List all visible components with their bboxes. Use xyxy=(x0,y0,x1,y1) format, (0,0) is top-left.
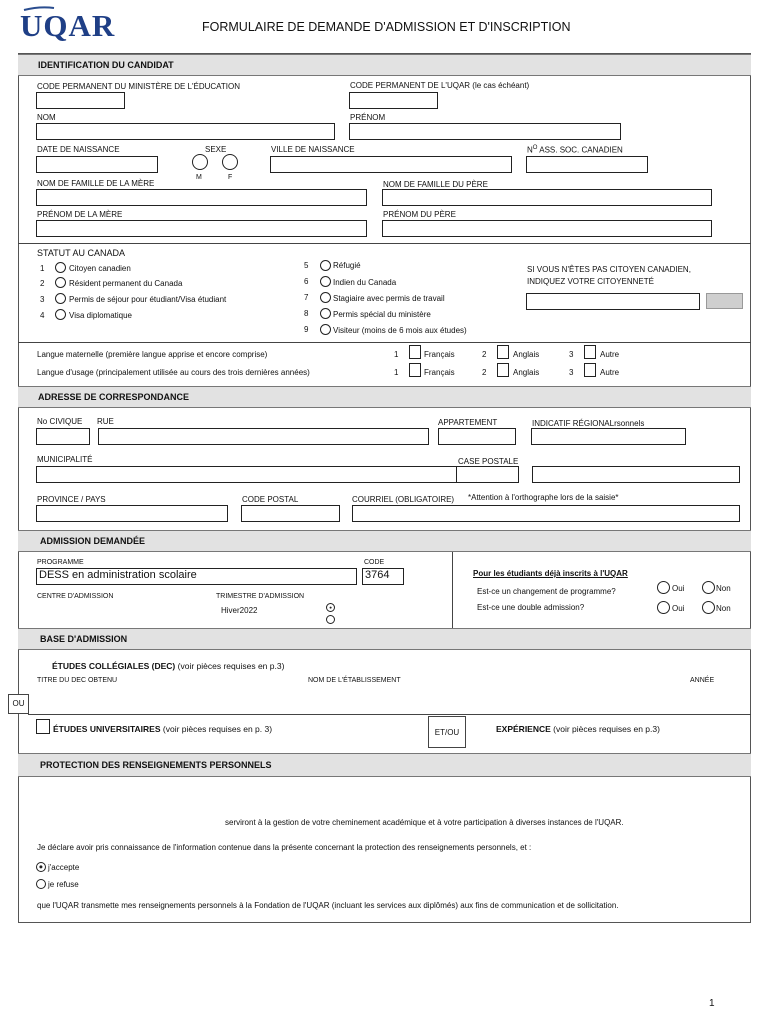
changement-label: Est-ce un changement de programme? xyxy=(477,587,616,596)
ville-naissance-field[interactable] xyxy=(270,156,512,173)
statut-3-num: 3 xyxy=(40,295,45,304)
code-label: CODE xyxy=(364,559,385,566)
lu-francais-checkbox[interactable] xyxy=(409,363,421,377)
sexe-f-radio[interactable] xyxy=(222,154,238,170)
protection-line-3: que l'UQAR transmette mes renseignements personnels à la Fondation de l'UQAR (incluant les services aux diplômés) aux fins de communication et de sollicitation. xyxy=(37,901,619,910)
statut-1-radio[interactable] xyxy=(55,262,66,273)
langue-maternelle-label: Langue maternelle (première langue apprise et encore comprise) xyxy=(37,350,268,359)
titre-dec-label: TITRE DU DEC OBTENU xyxy=(37,677,118,684)
nom-pere-label: NOM DE FAMILLE DU PÈRE xyxy=(383,180,488,189)
lu-anglais-checkbox[interactable] xyxy=(497,363,509,377)
courriel-label: COURRIEL (OBLIGATOIRE) xyxy=(352,495,455,504)
statut-3-radio[interactable] xyxy=(55,293,66,304)
divider xyxy=(18,342,751,343)
lu-1-num: 1 xyxy=(394,368,399,377)
statut-4-label: Visa diplomatique xyxy=(69,311,133,320)
ass-soc-label: $N^O$ ASS. SOC. CANADIEN xyxy=(527,145,623,155)
appartement-label: APPARTEMENT xyxy=(438,418,498,427)
code-ministere-label: CODE PERMANENT DU MINISTÈRE DE L'ÉDUCATION xyxy=(37,82,241,91)
code-postal-label: CODE POSTAL xyxy=(242,495,299,504)
prenom-label: PRÉNOM xyxy=(350,113,386,122)
statut-title: STATUT AU CANADA xyxy=(37,248,126,258)
date-naissance-label: DATE DE NAISSANCE xyxy=(37,145,120,154)
double-oui-label: Oui xyxy=(672,604,685,613)
code-value: 3764 xyxy=(365,569,390,581)
code-uqar-label: CODE PERMANENT DE L'UQAR (le cas échéant) xyxy=(350,81,530,90)
attention-note: *Attention à l'orthographe lors de la saisie* xyxy=(468,493,619,502)
statut-4-radio[interactable] xyxy=(55,309,66,320)
citoyennete-dropdown-button[interactable] xyxy=(706,293,743,309)
statut-7-label: Stagiaire avec permis de travail xyxy=(333,294,445,303)
case-postale-field[interactable] xyxy=(456,466,519,483)
statut-7-radio[interactable] xyxy=(320,292,331,303)
nom-label: NOM xyxy=(37,113,56,122)
prenom-mere-label: PRÉNOM DE LA MÈRE xyxy=(37,210,123,219)
lu-autre-checkbox[interactable] xyxy=(584,363,596,377)
section-admission-title: ADMISSION DEMANDÉE xyxy=(40,536,146,546)
province-field[interactable] xyxy=(36,505,228,522)
uqar-logo: UQAR xyxy=(20,8,116,43)
prenom-field[interactable] xyxy=(349,123,621,140)
citoyennete-field[interactable] xyxy=(526,293,700,310)
nom-mere-label: NOM DE FAMILLE DE LA MÈRE xyxy=(37,179,155,188)
section-adresse-title: ADRESSE DE CORRESPONDANCE xyxy=(38,392,190,402)
statut-2-num: 2 xyxy=(40,279,45,288)
prenom-mere-field[interactable] xyxy=(36,220,367,237)
citoyennete-label-1: SI VOUS N'ÊTES PAS CITOYEN CANADIEN, xyxy=(527,265,691,274)
universitaires-label: ÉTUDES UNIVERSITAIRES (voir pièces requises en p. 3) xyxy=(53,724,273,734)
admission-divider xyxy=(452,552,453,628)
programme-value: DESS en administration scolaire xyxy=(39,569,197,581)
divider xyxy=(18,243,751,244)
double-non-radio[interactable] xyxy=(702,601,715,614)
page-number: 1 xyxy=(709,998,715,1009)
nom-pere-field[interactable] xyxy=(382,189,712,206)
programme-label: PROGRAMME xyxy=(37,559,84,566)
lu-2-label: Anglais xyxy=(513,368,540,377)
deja-inscrits-label: Pour les étudiants déjà inscrits à l'UQAR xyxy=(473,569,628,578)
lu-3-num: 3 xyxy=(569,368,574,377)
statut-6-label: Indien du Canada xyxy=(333,278,397,287)
code-uqar-field[interactable] xyxy=(349,92,438,109)
statut-2-radio[interactable] xyxy=(55,277,66,288)
municipalite-field[interactable] xyxy=(36,466,465,483)
statut-4-num: 4 xyxy=(40,311,45,320)
lm-2-num: 2 xyxy=(482,350,487,359)
ass-soc-field[interactable] xyxy=(526,156,648,173)
universitaires-checkbox[interactable] xyxy=(36,719,50,734)
code-postal-field[interactable] xyxy=(241,505,340,522)
no-civique-label: No CIVIQUE xyxy=(37,417,83,426)
accepte-label: j'accepte xyxy=(48,863,80,872)
changement-non-radio[interactable] xyxy=(702,581,715,594)
statut-8-num: 8 xyxy=(304,309,309,318)
lu-1-label: Français xyxy=(424,368,455,377)
etou-tag: ET/OU xyxy=(428,716,466,748)
statut-9-label: Visiteur (moins de 6 mois aux études) xyxy=(333,326,467,335)
no-civique-field[interactable] xyxy=(36,428,90,445)
statut-9-num: 9 xyxy=(304,325,309,334)
citoyennete-label-2: INDIQUEZ VOTRE CITOYENNETÉ xyxy=(527,277,654,286)
lm-3-num: 3 xyxy=(569,350,574,359)
centre-label: CENTRE D'ADMISSION xyxy=(37,593,114,600)
lm-1-num: 1 xyxy=(394,350,399,359)
prenom-pere-label: PRÉNOM DU PÈRE xyxy=(383,210,456,219)
nom-field[interactable] xyxy=(36,123,335,140)
sexe-m-radio[interactable] xyxy=(192,154,208,170)
lm-3-label: Autre xyxy=(600,350,620,359)
courriel-field[interactable] xyxy=(352,505,740,522)
case-postale-extra-field[interactable] xyxy=(532,466,740,483)
sexe-label: SEXE xyxy=(205,145,227,154)
accepte-radio[interactable] xyxy=(36,862,46,872)
statut-8-label: Permis spécial du ministère xyxy=(333,310,431,319)
langue-usage-label: Langue d'usage (principalement utilisée au cours des trois dernières années) xyxy=(37,368,310,377)
lm-2-label: Anglais xyxy=(513,350,540,359)
statut-9-radio[interactable] xyxy=(320,324,331,335)
form-title: FORMULAIRE DE DEMANDE D'ADMISSION ET D'INSCRIPTION xyxy=(202,20,571,34)
rue-label: RUE xyxy=(97,417,114,426)
statut-3-label: Permis de séjour pour étudiant/Visa étudiant xyxy=(69,295,227,304)
ou-tag: OU xyxy=(8,694,29,714)
nom-mere-field[interactable] xyxy=(36,189,367,206)
statut-1-num: 1 xyxy=(40,264,45,273)
section-base-title: BASE D'ADMISSION xyxy=(40,634,128,644)
sexe-f-label: F xyxy=(228,174,233,181)
section-base xyxy=(18,628,751,650)
indicatif-label: INDICATIF RÉGIONALrsonnels xyxy=(532,419,645,428)
annee-label: ANNÉE xyxy=(690,677,715,684)
statut-8-radio[interactable] xyxy=(320,308,331,319)
lm-1-label: Français xyxy=(424,350,455,359)
double-label: Est-ce une double admission? xyxy=(477,603,585,612)
collegiales-label: ÉTUDES COLLÉGIALES (DEC) (voir pièces requises en p.3) xyxy=(52,661,285,671)
trimestre-option-2-radio[interactable] xyxy=(326,615,335,624)
lm-autre-checkbox[interactable] xyxy=(584,345,596,359)
ville-naissance-label: VILLE DE NAISSANCE xyxy=(271,145,355,154)
changement-non-label: Non xyxy=(716,584,731,593)
date-naissance-field[interactable] xyxy=(36,156,158,173)
statut-6-radio[interactable] xyxy=(320,276,331,287)
lu-3-label: Autre xyxy=(600,368,620,377)
double-non-label: Non xyxy=(716,604,731,613)
rue-field[interactable] xyxy=(98,428,429,445)
trimestre-value: Hiver2022 xyxy=(221,606,258,615)
section-identification-title: IDENTIFICATION DU CANDIDAT xyxy=(38,60,174,70)
section-protection-title: PROTECTION DES RENSEIGNEMENTS PERSONNELS xyxy=(40,760,272,770)
experience-label: EXPÉRIENCE (voir pièces requises en p.3) xyxy=(496,724,660,734)
statut-5-radio[interactable] xyxy=(320,260,331,271)
statut-5-label: Réfugié xyxy=(333,261,361,270)
statut-2-label: Résident permanent du Canada xyxy=(69,279,183,288)
nom-etablissement-label: NOM DE L'ÉTABLISSEMENT xyxy=(308,677,401,684)
refuse-radio[interactable] xyxy=(36,879,46,889)
protection-line-2: Je déclare avoir pris connaissance de l'information contenue dans la présente concernant la protection des renseignements personnels, et : xyxy=(37,843,532,852)
statut-1-label: Citoyen canadien xyxy=(69,264,131,273)
statut-5-num: 5 xyxy=(304,261,309,270)
double-oui-radio[interactable] xyxy=(657,601,670,614)
municipalite-label: MUNICIPALITÉ xyxy=(37,455,93,464)
protection-line-1: serviront à la gestion de votre cheminement académique et à votre participation à diverses instances de l'UQAR. xyxy=(225,818,624,827)
statut-6-num: 6 xyxy=(304,277,309,286)
trimestre-label: TRIMESTRE D'ADMISSION xyxy=(216,593,305,600)
indicatif-field[interactable] xyxy=(531,428,686,445)
province-label: PROVINCE / PAYS xyxy=(37,495,106,504)
statut-7-num: 7 xyxy=(304,293,309,302)
lm-anglais-checkbox[interactable] xyxy=(497,345,509,359)
prenom-pere-field[interactable] xyxy=(382,220,712,237)
lm-francais-checkbox[interactable] xyxy=(409,345,421,359)
case-postale-label: CASE POSTALE xyxy=(458,457,519,466)
refuse-label: je refuse xyxy=(48,880,79,889)
trimestre-option-1-radio[interactable] xyxy=(326,603,335,612)
changement-oui-radio[interactable] xyxy=(657,581,670,594)
code-ministere-field[interactable] xyxy=(36,92,125,109)
lu-2-num: 2 xyxy=(482,368,487,377)
sexe-m-label: M xyxy=(196,174,202,181)
changement-oui-label: Oui xyxy=(672,584,685,593)
appartement-field[interactable] xyxy=(438,428,516,445)
divider xyxy=(28,714,751,715)
